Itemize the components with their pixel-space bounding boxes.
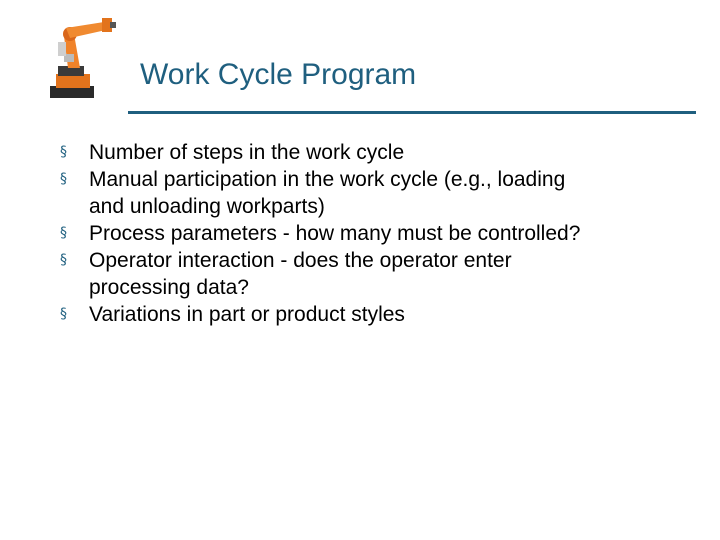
title-underline xyxy=(128,111,696,114)
bullet-text: Number of steps in the work cycle xyxy=(89,141,405,164)
bullet-marker: § xyxy=(60,144,67,160)
list-item xyxy=(58,220,698,247)
bullet-marker: § xyxy=(60,171,67,187)
list-item xyxy=(58,247,698,301)
list-item xyxy=(58,166,698,220)
bullet-marker: § xyxy=(60,252,67,268)
bullet-text: Process parameters - how many must be controlled? xyxy=(89,222,581,245)
bullet-list xyxy=(58,139,698,328)
bullet-text-continued: processing data? xyxy=(89,276,249,299)
bullet-text: Variations in part or product styles xyxy=(89,303,405,326)
page-title: Work Cycle Program xyxy=(140,58,417,91)
bullet-marker: § xyxy=(60,306,67,322)
robot-arm-icon xyxy=(44,14,120,106)
bullet-marker: § xyxy=(60,225,67,241)
bullet-text: Manual participation in the work cycle (e.g., loading xyxy=(89,168,566,191)
bullet-text: Operator interaction - does the operator enter xyxy=(89,249,512,272)
list-item xyxy=(58,301,698,328)
list-item xyxy=(58,139,698,166)
bullet-text-continued: and unloading workparts) xyxy=(89,195,325,218)
